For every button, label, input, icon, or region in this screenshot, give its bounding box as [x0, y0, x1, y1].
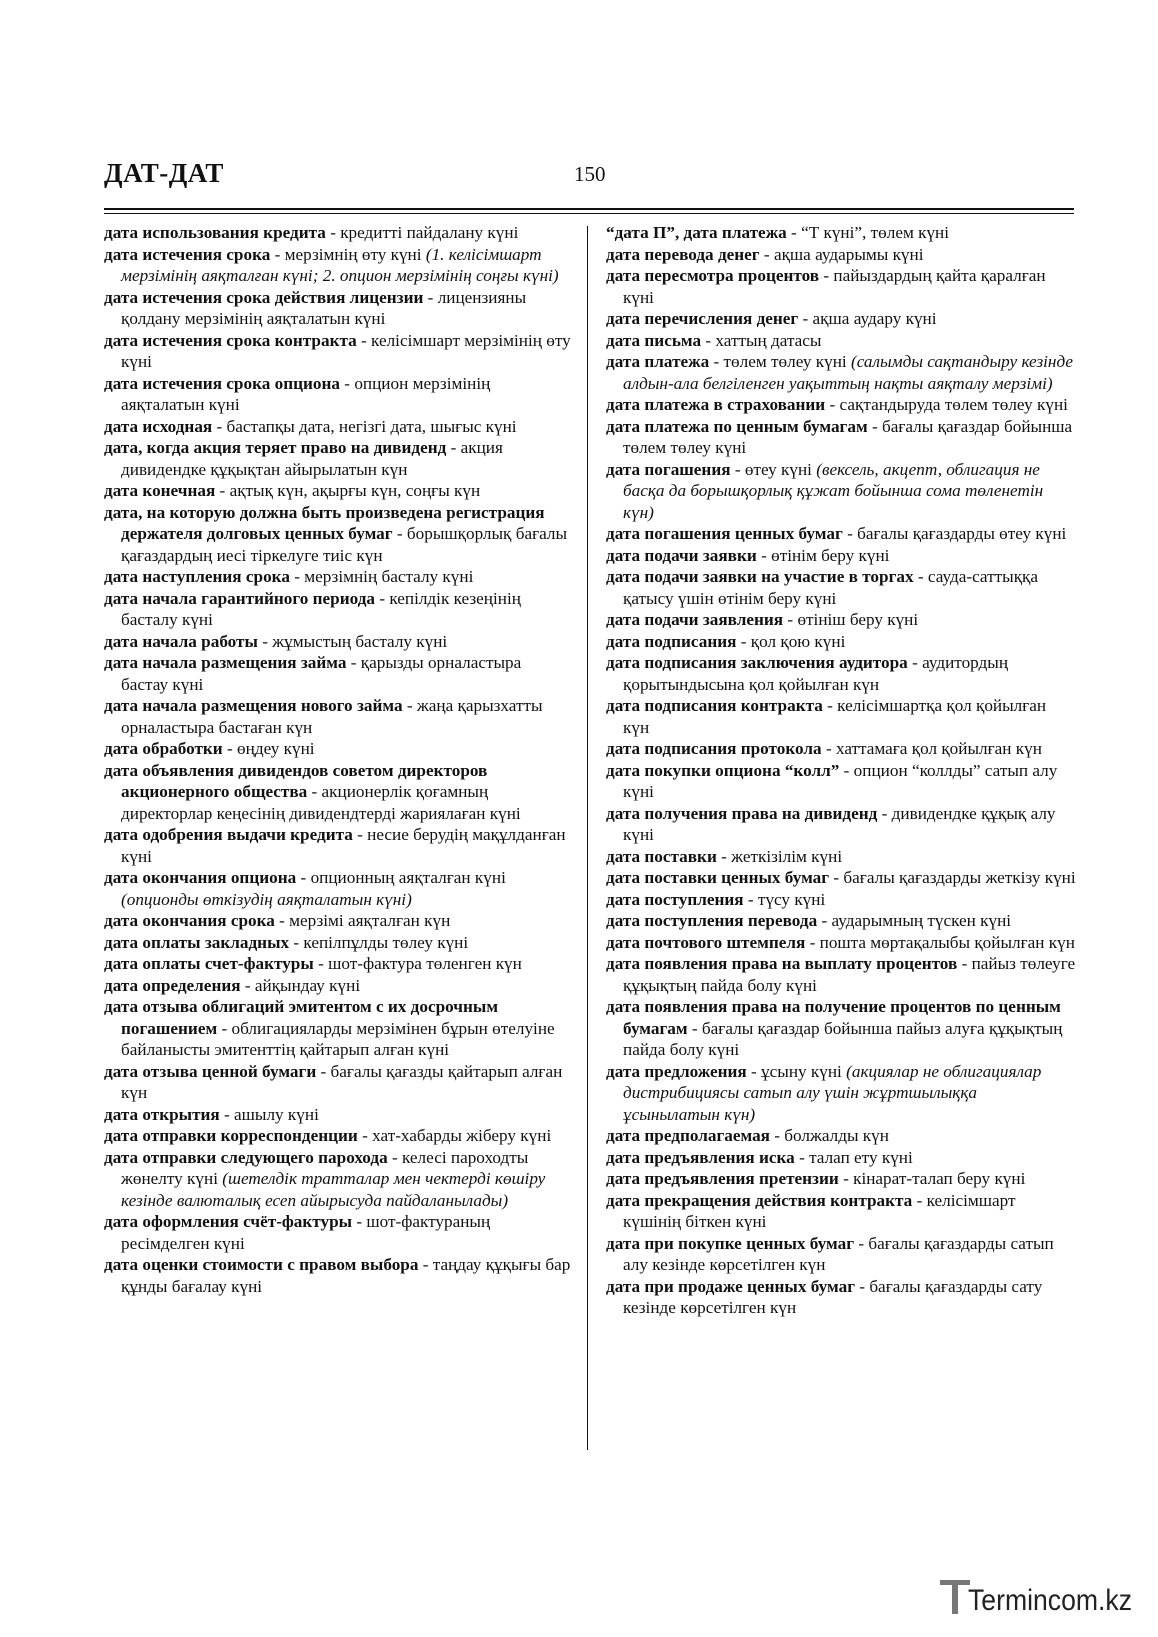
dictionary-entry — [606, 330, 1076, 352]
entry-definition: - қарызды орналастыра бастау күні — [121, 653, 522, 694]
entry-definition: - хат-хабарды жіберу күні — [357, 1126, 552, 1145]
entry-term: дата предъявления иска — [606, 1147, 795, 1167]
logo-text: Termincom.kz — [968, 1584, 1132, 1617]
dictionary-entry — [606, 1233, 1076, 1276]
entry-term: дата пересмотра процентов — [606, 266, 820, 285]
entry-term: дата отзыва ценной бумаги — [104, 1061, 317, 1081]
entry-term: “дата П”, дата платежа — [606, 223, 787, 242]
entry-definition: - бағалы қағазды қайтарып алған күн — [121, 1061, 563, 1102]
dictionary-entry — [104, 652, 572, 695]
dictionary-entry — [104, 760, 572, 825]
entry-definition: - пайыздардың қайта қаралған күні — [623, 266, 1046, 307]
entry-definition: - өтініш беру күні — [783, 610, 919, 629]
dictionary-entry — [606, 394, 1076, 416]
entry-note: (вексель, акцепт, облигация не басқа да борышқорлық құжат бойынша сома төленетін күн) — [623, 459, 1044, 522]
entry-term: дата конечная — [104, 481, 216, 500]
entry-definition: - бастапқы дата, негізгі дата, шығыс күні — [212, 416, 517, 436]
dictionary-entry — [104, 330, 572, 373]
entry-term: дата наступления срока — [104, 567, 290, 586]
entry-note: (салымды сақтандыру кезінде алдын-ала белгіленген уақыттың нақты аяқталу мерзімі) — [623, 352, 1073, 393]
entry-term: дата предполагаемая — [606, 1126, 770, 1145]
entry-term: дата определения — [104, 975, 241, 995]
entry-term: дата истечения срока контракта — [104, 330, 357, 350]
dictionary-entry — [606, 932, 1076, 954]
dictionary-entry — [104, 1061, 572, 1104]
dictionary-entry — [104, 932, 572, 954]
dictionary-entry — [104, 953, 572, 975]
dictionary-entry — [606, 308, 1076, 330]
page-header-title: ДАТ-ДАТ — [104, 158, 224, 188]
dictionary-entry — [606, 416, 1076, 459]
entry-definition: - ақша аудару күні — [798, 309, 937, 328]
dictionary-entry — [606, 652, 1076, 695]
dictionary-entry — [606, 1190, 1076, 1233]
entry-term: дата подписания контракта — [606, 696, 823, 715]
entry-term: дата объявления дивидендов советом директоров акционерного общества — [104, 760, 488, 801]
entry-definition: - айқындау күні — [240, 975, 361, 995]
dictionary-entry — [606, 351, 1076, 394]
entry-term: дата начала размещения нового займа — [104, 696, 403, 715]
dictionary-entry — [606, 1168, 1076, 1190]
entry-definition: - бағалы қағаздарды жеткізу күні — [829, 868, 1076, 887]
entry-term: дата оценки стоимости с правом выбора — [104, 1255, 419, 1274]
dictionary-entry — [104, 437, 572, 480]
dictionary-entry — [606, 523, 1076, 545]
entry-definition: - хаттың датасы — [701, 330, 822, 350]
dictionary-entry — [104, 1211, 572, 1254]
dictionary-entry — [104, 1104, 572, 1126]
entry-term: дата подписания протокола — [606, 739, 822, 758]
entry-term: дата подписания — [606, 631, 737, 651]
dictionary-entry — [606, 1061, 1076, 1126]
entry-term: дата начала гарантийного периода — [104, 588, 376, 608]
dictionary-entry — [104, 588, 572, 631]
dictionary-entry — [606, 760, 1076, 803]
dictionary-entry — [104, 416, 572, 438]
dictionary-entry — [606, 459, 1076, 524]
entry-definition: - акция дивидендке құқықтан айырылатын күн — [121, 438, 503, 479]
entry-term: дата подачи заявления — [606, 610, 784, 629]
entry-definition: - кепілпұлды төлеу күні — [289, 932, 469, 952]
entry-definition: - опционның аяқталған күні — [296, 868, 506, 887]
entry-definition: - өтеу күні — [730, 459, 817, 479]
entry-term: дата окончания срока — [104, 911, 275, 930]
entry-definition: - сауда-саттыққа қатысу үшін өтінім беру күні — [623, 567, 1039, 608]
header-rule-thin — [104, 213, 1074, 214]
entry-definition: - келісімшарт мерзімінің өту күні — [121, 330, 571, 371]
entry-term: дата начала размещения займа — [104, 653, 347, 672]
dictionary-entry — [606, 846, 1076, 868]
dictionary-entry — [104, 1254, 572, 1297]
entry-definition: - талап ету күні — [794, 1147, 913, 1167]
entry-definition: - келісімшартқа қол қойылған күн — [623, 696, 1047, 737]
dictionary-entry — [606, 609, 1076, 631]
entry-term: дата письма — [606, 330, 702, 350]
entry-definition: - жеткізілім күні — [716, 846, 843, 866]
entry-term: дата открытия — [104, 1104, 220, 1124]
entry-definition: - бағалы қағаздарды сату кезінде көрсетілген күн — [623, 1276, 1043, 1317]
dictionary-entry — [104, 867, 572, 910]
entry-term: дата отзыва облигаций эмитентом с их досрочным погашением — [104, 997, 499, 1038]
entry-note: (акциялар не облигациялар дистрибициясы сатып алу үшін жұртшылыққа ұсынылатын күн) — [623, 1061, 1042, 1124]
entry-definition: - дивидендке құқық алу күні — [623, 803, 1056, 844]
entry-definition: - ашылу күні — [219, 1104, 319, 1124]
dictionary-entry — [606, 738, 1076, 760]
entry-term: дата истечения срока действия лицензии — [104, 287, 424, 307]
termincom-logo — [938, 1574, 1138, 1622]
dictionary-entry — [606, 953, 1076, 996]
header-rule-thick — [104, 208, 1074, 210]
dictionary-entry — [104, 824, 572, 867]
entry-term: дата подачи заявки на участие в торгах — [606, 567, 914, 586]
entry-term: дата, на которую должна быть произведена регистрация держателя долговых ценных бумаг — [104, 502, 545, 543]
entry-term: дата поставки ценных бумаг — [606, 868, 830, 887]
entry-term: дата перевода денег — [606, 244, 760, 264]
entry-term: дата при продаже ценных бумаг — [606, 1276, 855, 1296]
dictionary-entry — [606, 222, 1076, 244]
entry-definition: - кепілдік кезеңінің басталу күні — [121, 588, 521, 629]
entry-term: дата окончания опциона — [104, 868, 297, 887]
entry-definition: - пайыз төлеуге құқықтың пайда болу күні — [623, 954, 1076, 995]
entry-term: дата поступления — [606, 889, 744, 909]
entry-definition: - ақша аударымы күні — [759, 244, 924, 264]
entry-definition: - мерзімі аяқталған күн — [274, 911, 451, 930]
dictionary-entry — [104, 738, 572, 760]
entry-definition: - келесі пароходты жөнелту күні — [121, 1147, 529, 1188]
dictionary-entry — [104, 910, 572, 932]
entry-term: дата подписания заключения аудитора — [606, 653, 908, 672]
entry-definition: - келісімшарт күшінің біткен күні — [623, 1190, 1016, 1231]
entry-definition: - қол қою күні — [736, 631, 846, 651]
entry-term: дата платежа — [606, 352, 710, 371]
entry-definition: - мерзімнің басталу күні — [289, 567, 474, 586]
entry-definition: - мерзімнің өту күні — [270, 244, 426, 264]
dictionary-entry — [606, 545, 1076, 567]
entry-term: дата при покупке ценных бумаг — [606, 1233, 855, 1253]
entry-term: дата платежа по ценным бумагам — [606, 416, 868, 436]
dictionary-entry — [606, 631, 1076, 653]
dictionary-entry — [104, 287, 572, 330]
left-column — [104, 222, 572, 1297]
entry-definition: - борышқорлық бағалы қағаздардың иесі тіркелуге тиіс күн — [121, 524, 568, 565]
entry-definition: - төлем төлеу күні — [709, 352, 852, 371]
dictionary-entry — [606, 1125, 1076, 1147]
entry-definition: - шот-фактураның ресімделген күні — [121, 1212, 491, 1253]
entry-definition: - сақтандыруда төлем төлеу күні — [825, 395, 1068, 414]
entry-term: дата погашения ценных бумаг — [606, 524, 843, 543]
dictionary-entry — [104, 566, 572, 588]
dictionary-entry — [606, 910, 1076, 932]
entry-definition: - пошта мөртақалыбы қойылған күн — [805, 932, 1075, 952]
entry-definition: - жұмыстың басталу күні — [257, 631, 448, 651]
dictionary-entry — [104, 631, 572, 653]
entry-term: дата почтового штемпеля — [606, 932, 806, 952]
entry-definition: - өңдеу күні — [222, 739, 315, 758]
page-number: 150 — [574, 162, 606, 186]
entry-definition: - бағалы қағаздарды сатып алу кезінде көрсетілген күн — [623, 1233, 1054, 1274]
entry-term: дата оплаты счет-фактуры — [104, 954, 314, 973]
dictionary-entry — [104, 996, 572, 1061]
dictionary-entry — [606, 803, 1076, 846]
entry-definition: - таңдау құқығы бар құнды бағалау күні — [121, 1255, 571, 1296]
entry-definition: - аудитордың қорытындысына қол қойылған күн — [623, 653, 1009, 694]
entry-term: дата предъявления претензии — [606, 1169, 839, 1188]
dictionary-entry — [606, 244, 1076, 266]
entry-term: дата поставки — [606, 846, 717, 866]
entry-term: дата истечения срока опциона — [104, 373, 340, 393]
entry-term: дата погашения — [606, 459, 731, 479]
entry-term: дата истечения срока — [104, 244, 271, 264]
entry-definition: - жаңа қарызхатты орналастыра бастаған күн — [121, 696, 543, 737]
entry-definition: - шот-фактура төленген күн — [313, 954, 522, 973]
entry-definition: - бағалы қағаздар бойынша пайыз алуға құқықтың пайда болу күні — [623, 1018, 1063, 1059]
entry-definition: - лицензияны қолдану мерзімінің аяқталатын күні — [121, 287, 527, 328]
entry-term: дата, когда акция теряет право на дивиденд — [104, 438, 447, 457]
dictionary-entry — [104, 975, 572, 997]
entry-term: дата обработки — [104, 739, 223, 758]
dictionary-entry — [104, 244, 572, 287]
entry-definition: - кредитті пайдалану күні — [325, 223, 519, 242]
entry-definition: - “Т күні”, төлем күні — [786, 223, 950, 242]
dictionary-entry — [104, 1147, 572, 1212]
entry-definition: - түсу күні — [743, 889, 826, 909]
dictionary-entry — [104, 222, 572, 244]
entry-definition: - бағалы қағаздарды өтеу күні — [842, 524, 1067, 543]
entry-term: дата оформления счёт-фактуры — [104, 1212, 353, 1231]
dictionary-entry — [606, 996, 1076, 1061]
entry-term: дата предложения — [606, 1061, 747, 1081]
entry-definition: - болжалды күн — [769, 1126, 889, 1145]
entry-term: дата одобрения выдачи кредита — [104, 825, 353, 844]
entry-note: (1. келісімшарт мерзімінің аяқталған күні; 2. опцион мерзімінің соңғы күні) — [121, 244, 559, 285]
entry-definition: - ұсыну күні — [746, 1061, 847, 1081]
entry-definition: - хаттамаға қол қойылған күн — [821, 739, 1042, 758]
entry-definition: - бағалы қағаздар бойынша төлем төлеу күні — [623, 416, 1073, 457]
entry-definition: - аударымның түскен күні — [817, 911, 1012, 930]
dictionary-entry — [606, 867, 1076, 889]
entry-term: дата начала работы — [104, 631, 258, 651]
right-column — [606, 222, 1076, 1319]
dictionary-entry — [104, 502, 572, 567]
column-divider — [587, 226, 588, 1450]
termincom-logo-icon — [938, 1574, 1138, 1622]
dictionary-entry — [606, 695, 1076, 738]
entry-term: дата появления права на получение процентов по ценным бумагам — [606, 997, 1061, 1038]
entry-term: дата прекращения действия контракта — [606, 1190, 913, 1210]
dictionary-entry — [104, 695, 572, 738]
entry-definition: - ақтық күн, ақырғы күн, соңғы күн — [215, 481, 481, 500]
dictionary-entry — [606, 1276, 1076, 1319]
entry-term: дата подачи заявки — [606, 545, 757, 565]
dictionary-entry — [606, 265, 1076, 308]
entry-definition: - акционерлік қоғамның директорлар кеңесінің дивидендтерді жариялаған күні — [121, 782, 521, 823]
dictionary-entry — [606, 1147, 1076, 1169]
dictionary-entry — [104, 480, 572, 502]
entry-term: дата перечисления денег — [606, 309, 799, 328]
dictionary-entry — [104, 373, 572, 416]
entry-term: дата отправки следующего парохода — [104, 1147, 388, 1167]
entry-note: (шетелдік тратталар мен чектерді көшіру кезінде валюталық есеп айырысуда пайдаланылады) — [121, 1169, 546, 1210]
entry-definition: - облигацияларды мерзімінен бұрын өтелуіне байланысты эмитенттің қайтарып алған күні — [121, 1018, 555, 1059]
entry-term: дата отправки корреспонденции — [104, 1126, 358, 1145]
entry-definition: - несие берудің мақұлданған күні — [121, 825, 566, 866]
entry-term: дата получения права на дивиденд — [606, 803, 878, 823]
dictionary-entry — [606, 889, 1076, 911]
entry-term: дата оплаты закладных — [104, 932, 290, 952]
entry-note: (опционды өткізудің аяқталатын күні) — [121, 889, 412, 909]
entry-term: дата исходная — [104, 416, 213, 436]
entry-term: дата использования кредита — [104, 223, 326, 242]
entry-term: дата покупки опциона “колл” — [606, 760, 840, 780]
entry-definition: - опцион “коллды” сатып алу күні — [623, 760, 1058, 801]
entry-definition: - өтінім беру күні — [756, 545, 890, 565]
dictionary-entry — [104, 1125, 572, 1147]
entry-term: дата платежа в страховании — [606, 395, 826, 414]
dictionary-entry — [606, 566, 1076, 609]
entry-term: дата появления права на выплату процентов — [606, 954, 958, 973]
entry-definition: - опцион мерзімінің аяқталатын күні — [121, 373, 491, 414]
entry-definition: - кінарат-талап беру күні — [838, 1169, 1026, 1188]
entry-term: дата поступления перевода — [606, 911, 818, 930]
